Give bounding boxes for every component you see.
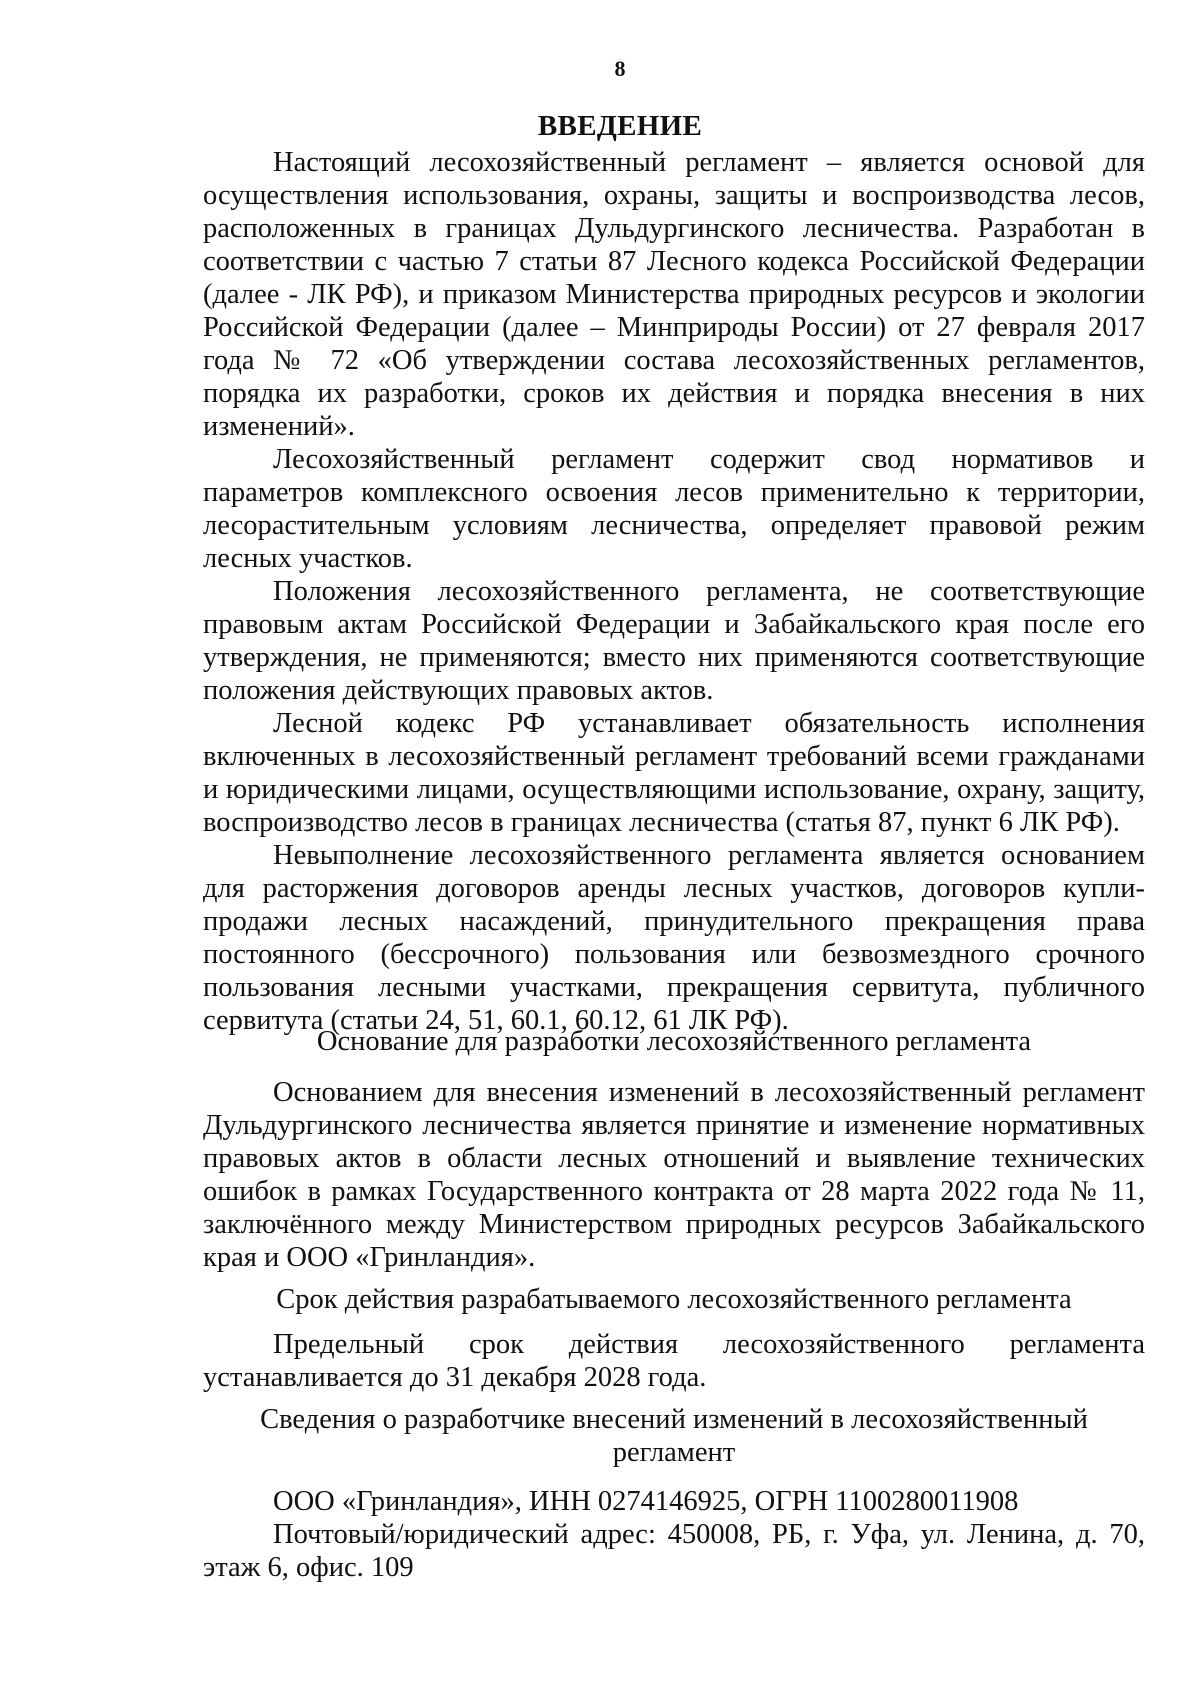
page-number: 8 — [614, 56, 626, 81]
intro-paragraph-2: Лесохозяйственный регламент содержит свод нормативов и параметров комплексного освоения лесов применительно к территории, лесорастительным условиям лесничества, определяет правовой режим лесных участков. — [203, 444, 1145, 574]
term-section — [203, 1283, 1145, 1316]
developer-address-line: Почтовый/юридический адрес: 450008, РБ, г. Уфа, ул. Ленина, д. 70, этаж 6, офис. 109 — [203, 1519, 1145, 1583]
basis-section-title: Основание для разработки лесохозяйственного регламента — [316, 1026, 1032, 1057]
developer-section-body — [203, 1485, 1145, 1584]
basis-section-body — [203, 1076, 1145, 1274]
intro-section — [203, 146, 1145, 1037]
term-paragraph: Предельный срок действия лесохозяйственного регламента устанавливается до 31 декабря 2028 года. — [203, 1329, 1145, 1393]
intro-paragraph-3: Положения лесохозяйственного регламента, не соответствующие правовым актам Российской Федерации и Забайкальского края после его утверждения, не применяются; вместо них применяются соответствующие положения действующих правовых актов. — [203, 576, 1145, 706]
developer-company-line: ООО «Гринландия», ИНН 0274146925, ОГРН 1100280011908 — [273, 1486, 1019, 1517]
developer-section — [203, 1403, 1145, 1469]
developer-section-title: Сведения о разработчике внесений изменений в лесохозяйственный регламент — [260, 1404, 1088, 1468]
term-section-body — [203, 1328, 1145, 1394]
intro-paragraph-1: Настоящий лесохозяйственный регламент – является основой для осуществления использования, охраны, защиты и воспроизводства лесов, расположенных в границах Дульдургинского лесничества. Разработан в соответствии с частью 7 статьи 87 Лесного кодекса Российской Федерации (далее - ЛК РФ), и приказом Министерства природных ресурсов и экологии Российской Федерации (далее – Минприроды России) от 27 февраля 2017 года № 72 «Об утверждении состава лесохозяйственных регламентов, порядка их разработки, сроков их действия и порядка внесения в них изменений». — [203, 147, 1145, 442]
page-title: ВВЕДЕНИЕ — [537, 110, 703, 142]
intro-paragraph-4: Лесной кодекс РФ устанавливает обязательность исполнения включенных в лесохозяйственный регламент требований всеми гражданами и юридическими лицами, осуществляющими использование, охрану, защиту, воспроизводство лесов в границах лесничества (статья 87, пункт 6 ЛК РФ). — [203, 708, 1145, 838]
term-section-title: Срок действия разрабатываемого лесохозяйственного регламента — [276, 1284, 1072, 1315]
basis-paragraph: Основанием для внесения изменений в лесохозяйственный регламент Дульдургинского лесничества является принятие и изменение нормативных правовых актов в области лесных отношений и выявление технических ошибок в рамках Государственного контракта от 28 марта 2022 года № 11, заключённого между Министерством природных ресурсов Забайкальского края и ООО «Гринландия». — [203, 1077, 1145, 1273]
basis-section — [203, 1025, 1145, 1058]
intro-paragraph-5: Невыполнение лесохозяйственного регламента является основанием для расторжения договоров аренды лесных участков, договоров купли-продажи лесных насаждений, принудительного прекращения права постоянного (бессрочного) пользования или безвозмездного срочного пользования лесными участками, прекращения сервитута, публичного сервитута (статьи 24, 51, 60.1, 60.12, 61 ЛК РФ). — [203, 840, 1145, 1036]
